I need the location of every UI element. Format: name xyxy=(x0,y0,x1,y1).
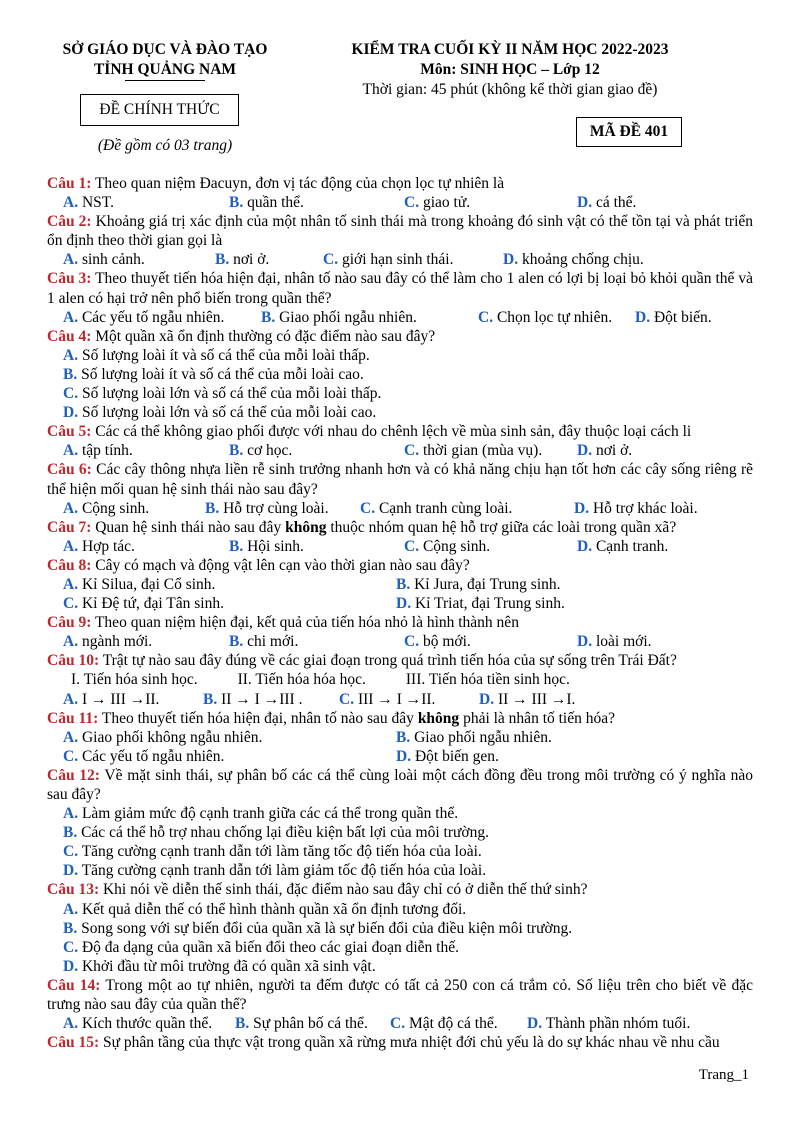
question-text: Sự phân tầng của thực vật trong quần xã rừng mưa nhiệt đới chủ yếu là do sự khác nhau về nhu cầu xyxy=(102,1034,720,1052)
question-block xyxy=(47,422,753,460)
option-letter: B. xyxy=(229,633,244,651)
option-letter: C. xyxy=(63,595,79,613)
option-letter: C. xyxy=(63,938,79,956)
option-letter: A. xyxy=(63,251,79,269)
option-letter: A. xyxy=(63,308,79,326)
option-letter: D. xyxy=(63,957,79,975)
option-letter: D. xyxy=(527,1015,543,1033)
question-number: Câu 12: xyxy=(47,766,100,784)
answer-option[interactable] xyxy=(396,747,729,766)
option-letter: B. xyxy=(229,194,244,212)
option-letter: C. xyxy=(360,499,376,517)
answer-option[interactable] xyxy=(63,747,396,766)
answer-option[interactable] xyxy=(503,250,723,269)
option-text: NST. xyxy=(81,194,114,212)
official-label: ĐỀ CHÍNH THỨC xyxy=(80,94,239,126)
answer-option[interactable] xyxy=(404,193,577,212)
question-block xyxy=(47,174,753,212)
exam-title: KIỂM TRA CUỐI KỲ II NĂM HỌC 2022-2023 xyxy=(351,41,669,58)
option-letter: D. xyxy=(63,862,79,880)
answer-option[interactable] xyxy=(229,193,404,212)
answer-option[interactable] xyxy=(63,575,396,594)
roman-statement: I. Tiến hóa sinh học. xyxy=(71,671,198,689)
option-letter: D. xyxy=(577,194,593,212)
answer-option[interactable] xyxy=(63,632,229,651)
answer-option[interactable] xyxy=(404,632,577,651)
answer-option[interactable] xyxy=(63,193,229,212)
option-text: Kỉ Silua, đại Cổ sinh. xyxy=(81,575,216,593)
answer-option[interactable] xyxy=(323,250,503,269)
question-number: Câu 2: xyxy=(47,213,92,231)
roman-statements xyxy=(47,670,753,689)
question-stem xyxy=(47,613,753,632)
answer-option[interactable] xyxy=(205,499,360,518)
question-text: Theo thuyết tiến hóa hiện đại, nhân tố nào sau đây xyxy=(101,709,418,727)
exam-subject: Môn: SINH HỌC – Lớp 12 xyxy=(420,61,600,78)
option-letter: B. xyxy=(203,690,218,708)
option-letter: C. xyxy=(404,633,420,651)
option-text: Số lượng loài lớn và số cá thể của mỗi loài thấp. xyxy=(81,385,382,403)
option-letter: C. xyxy=(63,385,79,403)
option-letter: B. xyxy=(235,1015,250,1033)
answer-option[interactable] xyxy=(47,365,753,384)
option-letter: C. xyxy=(404,442,420,460)
question-stem xyxy=(47,327,753,346)
option-letter: A. xyxy=(63,690,79,708)
option-letter: A. xyxy=(63,805,79,823)
option-letter: A. xyxy=(63,633,79,651)
answer-options xyxy=(47,308,753,327)
option-letter: B. xyxy=(396,575,411,593)
option-letter: C. xyxy=(63,747,79,765)
option-letter: C. xyxy=(323,251,339,269)
answer-option[interactable] xyxy=(63,728,396,747)
option-letter: A. xyxy=(63,900,79,918)
answer-option[interactable] xyxy=(577,632,737,651)
option-letter: B. xyxy=(63,365,78,383)
question-text: Theo quan niệm Đacuyn, đơn vị tác động của chọn lọc tự nhiên là xyxy=(94,175,505,192)
option-text: nơi ở. xyxy=(233,251,270,269)
question-text: Trong một ao tự nhiên, người ta đếm được có tất cả 250 con cá trắm cỏ. Số liệu trên cho biết về đặc trưng nào sau đây của quần thể? xyxy=(47,976,753,1014)
option-letter: A. xyxy=(63,499,79,517)
answer-options xyxy=(47,728,753,747)
answer-options xyxy=(47,441,753,460)
option-letter: A. xyxy=(63,728,79,746)
answer-option[interactable] xyxy=(229,632,404,651)
answer-option[interactable] xyxy=(577,441,737,460)
option-text: Làm giảm mức độ cạnh tranh giữa các cá thể trong quần thể. xyxy=(81,805,459,823)
option-text: Khởi đầu từ môi trường đã có quần xã sinh vật. xyxy=(81,957,376,975)
option-text: Các yếu tố ngẫu nhiên. xyxy=(81,747,225,765)
answer-option[interactable] xyxy=(577,537,737,556)
question-text: Các cây thông nhựa liền rễ sinh trưởng nhanh hơn và có khả năng chịu hạn tốt hơn các cây sống riêng rẽ thể hiện mối quan hệ sinh thái nào sau đây? xyxy=(47,461,754,498)
option-text: Đột biến. xyxy=(653,308,712,326)
option-text: loài mới. xyxy=(595,633,652,651)
question-stem xyxy=(47,269,753,307)
answer-option[interactable] xyxy=(527,1014,727,1033)
answer-option[interactable] xyxy=(63,441,229,460)
answer-option[interactable] xyxy=(635,308,735,327)
question-text: Cây có mạch và động vật lên cạn vào thời gian nào sau đây? xyxy=(95,556,470,574)
option-letter: B. xyxy=(396,728,411,746)
roman-statement: III. Tiến hóa tiền sinh học. xyxy=(405,671,570,689)
option-letter: B. xyxy=(205,499,220,517)
header-underline xyxy=(125,80,205,81)
option-letter: C. xyxy=(404,194,420,212)
question-text: Trật tự nào sau đây đúng về các giai đoạn trong quá trình tiến hóa của sự sống trên Trái Đất? xyxy=(102,652,677,670)
answer-option[interactable] xyxy=(47,957,753,976)
question-block xyxy=(47,518,753,556)
option-text: Sự phân bố cá thể. xyxy=(253,1015,368,1033)
roman-statement: II. Tiến hóa hóa học. xyxy=(237,671,366,689)
option-letter: D. xyxy=(574,499,590,517)
answer-options xyxy=(47,193,753,212)
option-text: Số lượng loài ít và số cá thể của mỗi loài thấp. xyxy=(81,346,370,364)
option-letter: D. xyxy=(396,595,412,613)
answer-option[interactable] xyxy=(396,594,729,613)
question-text: Khoảng giá trị xác định của một nhân tố sinh thái mà trong khoảng đó sinh vật có thể tồn tại và phát triển ổn định theo thời gian gọi là xyxy=(47,213,754,250)
answer-options xyxy=(47,747,753,766)
option-text: Số lượng loài ít và số cá thể của mỗi loài cao. xyxy=(81,365,364,383)
answer-option[interactable] xyxy=(203,690,339,709)
answer-option[interactable] xyxy=(63,537,229,556)
option-text: thời gian (mùa vụ). xyxy=(422,442,543,460)
question-stem xyxy=(47,556,753,575)
answer-option[interactable] xyxy=(47,403,753,422)
question-block xyxy=(47,1033,753,1052)
option-text: Kỉ Jura, đại Trung sinh. xyxy=(414,575,561,593)
answer-option[interactable] xyxy=(404,441,577,460)
exam-header xyxy=(320,40,700,100)
answer-options xyxy=(47,632,753,651)
page-footer: Trang_1 xyxy=(698,1067,749,1083)
question-block xyxy=(47,212,753,269)
option-text: cơ học. xyxy=(247,442,293,460)
question-number: Câu 9: xyxy=(47,614,92,632)
option-text: chi mới. xyxy=(247,633,299,651)
question-text: Khi nói về diễn thế sinh thái, đặc điểm nào sau đây chỉ có ở diễn thế thứ sinh? xyxy=(102,881,588,899)
answer-option[interactable] xyxy=(229,537,404,556)
question-stem xyxy=(47,518,753,537)
option-text: II → I →III . xyxy=(221,690,303,708)
question-stem xyxy=(47,460,753,498)
option-text: khoảng chống chịu. xyxy=(521,251,644,269)
question-number: Câu 14: xyxy=(47,976,101,994)
option-text: quần thể. xyxy=(247,194,304,212)
answer-option[interactable] xyxy=(47,384,753,403)
question-stem xyxy=(47,651,753,670)
question-number: Câu 3: xyxy=(47,270,92,288)
answer-option[interactable] xyxy=(404,537,577,556)
question-stem xyxy=(47,709,753,728)
answer-option[interactable] xyxy=(47,861,753,880)
answer-options xyxy=(47,690,753,709)
question-number: Câu 6: xyxy=(47,461,92,479)
answer-option[interactable] xyxy=(63,594,396,613)
option-letter: A. xyxy=(63,194,79,212)
question-block xyxy=(47,269,753,326)
answer-option[interactable] xyxy=(261,308,478,327)
option-letter: B. xyxy=(229,442,244,460)
question-text: Quan hệ sinh thái nào sau đây xyxy=(95,518,286,536)
answer-options xyxy=(47,499,753,518)
answer-option[interactable] xyxy=(47,804,753,823)
answer-option[interactable] xyxy=(47,919,753,938)
option-text: Cạnh tranh cùng loài. xyxy=(378,499,513,517)
option-letter: D. xyxy=(479,690,495,708)
option-text: III → I →II. xyxy=(357,690,436,708)
answer-options xyxy=(47,804,753,880)
question-text: Theo thuyết tiến hóa hiện đại, nhân tố nào sau đây có thể làm cho 1 alen có lợi bị loại bỏ khỏi quần thể và 1 alen có hại trở nên phổ biến trong quần thể? xyxy=(47,270,753,307)
option-text: Các yếu tố ngẫu nhiên. xyxy=(81,308,225,326)
question-number: Câu 13: xyxy=(47,881,100,899)
option-letter: D. xyxy=(503,251,519,269)
question-number: Câu 7: xyxy=(47,518,92,536)
question-block xyxy=(47,556,753,613)
question-text: Một quần xã ổn định thường có đặc điểm nào sau đây? xyxy=(95,327,436,345)
question-number: Câu 15: xyxy=(47,1034,100,1052)
province-name: TỈNH QUẢNG NAM xyxy=(93,61,237,78)
question-number: Câu 5: xyxy=(47,423,92,441)
department-name: SỞ GIÁO DỤC VÀ ĐÀO TẠO xyxy=(62,41,268,58)
option-letter: B. xyxy=(63,919,78,937)
option-letter: D. xyxy=(577,442,593,460)
question-block xyxy=(47,651,753,708)
option-letter: C. xyxy=(478,308,494,326)
question-block xyxy=(47,613,753,651)
answer-option[interactable] xyxy=(47,346,753,365)
answer-option[interactable] xyxy=(390,1014,527,1033)
option-text: giao tử. xyxy=(422,194,471,212)
answer-option[interactable] xyxy=(47,900,753,919)
question-text: thuộc nhóm quan hệ hỗ trợ giữa các loài trong quần xã? xyxy=(326,518,677,536)
option-letter: C. xyxy=(63,843,79,861)
option-text: ngành mới. xyxy=(81,633,153,651)
option-letter: A. xyxy=(63,346,79,364)
question-block xyxy=(47,766,753,881)
option-text: Mật độ cá thể. xyxy=(408,1015,498,1033)
option-text: Hội sinh. xyxy=(247,537,304,555)
option-letter: B. xyxy=(261,308,276,326)
option-text: Chọn lọc tự nhiên. xyxy=(496,308,613,326)
answer-options xyxy=(47,900,753,976)
question-block xyxy=(47,976,753,1033)
answer-option[interactable] xyxy=(396,728,729,747)
school-header xyxy=(40,40,290,81)
question-text-bold: không xyxy=(417,709,460,727)
answer-option[interactable] xyxy=(63,690,203,709)
option-text: tập tính. xyxy=(81,442,133,460)
answer-option[interactable] xyxy=(479,690,639,709)
option-letter: B. xyxy=(215,251,230,269)
answer-options xyxy=(47,537,753,556)
question-block xyxy=(47,709,753,766)
question-stem xyxy=(47,1033,753,1052)
option-text: I → III →II. xyxy=(81,690,160,708)
exam-time: Thời gian: 45 phút (không kể thời gian giao đề) xyxy=(362,81,658,98)
question-stem xyxy=(47,880,753,899)
option-letter: A. xyxy=(63,442,79,460)
answer-option[interactable] xyxy=(63,250,215,269)
option-text: Hợp tác. xyxy=(81,537,135,555)
option-text: Kết quả diễn thế có thể hình thành quần xã ổn định tương đối. xyxy=(81,900,467,918)
option-text: Giao phối không ngẫu nhiên. xyxy=(81,728,263,746)
option-text: sinh cảnh. xyxy=(81,251,145,269)
question-block xyxy=(47,880,753,975)
answer-options xyxy=(47,1014,753,1033)
option-text: Hỗ trợ cùng loài. xyxy=(223,499,329,517)
answer-option[interactable] xyxy=(577,193,737,212)
answer-option[interactable] xyxy=(229,441,404,460)
question-number: Câu 1: xyxy=(47,175,92,192)
answer-options xyxy=(47,575,753,594)
answer-option[interactable] xyxy=(574,499,734,518)
option-letter: D. xyxy=(63,404,79,422)
option-letter: C. xyxy=(404,537,420,555)
option-letter: A. xyxy=(63,575,79,593)
question-number: Câu 11: xyxy=(47,709,99,727)
answer-option[interactable] xyxy=(339,690,479,709)
answer-option[interactable] xyxy=(396,575,729,594)
question-text: phải là nhân tố tiến hóa? xyxy=(459,709,615,727)
option-text: Thành phần nhóm tuổi. xyxy=(545,1015,691,1033)
question-stem xyxy=(47,766,753,804)
option-text: Đột biến gen. xyxy=(414,747,499,765)
option-text: giới hạn sinh thái. xyxy=(341,251,454,269)
answer-option[interactable] xyxy=(478,308,635,327)
option-text: II → III →I. xyxy=(497,690,576,708)
option-text: Tăng cường cạnh tranh dẫn tới làm tăng tốc độ tiến hóa của loài. xyxy=(81,843,482,861)
option-letter: D. xyxy=(396,747,412,765)
answer-option[interactable] xyxy=(215,250,323,269)
option-letter: B. xyxy=(229,537,244,555)
option-letter: A. xyxy=(63,1015,79,1033)
exam-code: MÃ ĐỀ 401 xyxy=(576,117,682,147)
question-number: Câu 4: xyxy=(47,327,92,345)
option-letter: D. xyxy=(577,633,593,651)
answer-option[interactable] xyxy=(63,1014,235,1033)
option-letter: C. xyxy=(339,690,355,708)
option-letter: A. xyxy=(63,537,79,555)
answer-options xyxy=(47,346,753,422)
answer-option[interactable] xyxy=(63,499,205,518)
option-text: Cộng sinh. xyxy=(81,499,150,517)
option-text: Kỉ Triat, đại Trung sinh. xyxy=(414,595,565,613)
question-text: Theo quan niệm hiện đại, kết quả của tiến hóa nhỏ là hình thành nên xyxy=(94,614,519,632)
question-block xyxy=(47,327,753,422)
question-stem xyxy=(47,174,753,193)
pages-note: (Đề gồm có 03 trang) xyxy=(97,137,233,154)
option-text: bộ mới. xyxy=(422,633,471,651)
question-stem xyxy=(47,212,753,250)
option-text: Hỗ trợ khác loài. xyxy=(592,499,698,517)
answer-option[interactable] xyxy=(47,823,753,842)
question-text-bold: không xyxy=(285,518,327,536)
option-text: Giao phối ngẫu nhiên. xyxy=(279,308,417,326)
option-letter: D. xyxy=(577,537,593,555)
option-text: Giao phối ngẫu nhiên. xyxy=(414,728,552,746)
answer-option[interactable] xyxy=(63,308,261,327)
answer-option[interactable] xyxy=(235,1014,390,1033)
option-text: Kỉ Đệ tứ, đại Tân sinh. xyxy=(81,595,224,613)
option-letter: B. xyxy=(63,824,78,842)
question-text: Các cá thể không giao phối được với nhau do chênh lệch về mùa sinh sản, đây thuộc loại cách li xyxy=(95,423,692,441)
option-text: nơi ở. xyxy=(595,442,633,460)
question-list xyxy=(47,174,753,1052)
option-text: Song song với sự biến đổi của quần xã là sự biến đổi của điều kiện môi trường. xyxy=(81,919,573,937)
option-text: Số lượng loài lớn và số cá thể của mỗi loài cao. xyxy=(81,404,377,422)
option-text: Cạnh tranh. xyxy=(595,537,669,555)
answer-option[interactable] xyxy=(47,842,753,861)
option-text: Các cá thể hỗ trợ nhau chống lại điều kiện bất lợi của môi trường. xyxy=(81,824,489,842)
question-number: Câu 8: xyxy=(47,556,92,574)
option-text: Độ đa dạng của quần xã biến đổi theo các giai đoạn diễn thế. xyxy=(81,938,459,956)
question-block xyxy=(47,460,753,517)
answer-options xyxy=(47,250,753,269)
option-letter: C. xyxy=(390,1015,406,1033)
option-text: Kích thước quần thể. xyxy=(81,1015,213,1033)
answer-option[interactable] xyxy=(47,938,753,957)
option-letter: D. xyxy=(635,308,651,326)
option-text: cá thể. xyxy=(595,194,637,212)
option-text: Cộng sinh. xyxy=(422,537,491,555)
answer-options xyxy=(47,594,753,613)
question-text: Về mặt sinh thái, sự phân bố các cá thể cùng loài một cách đồng đều trong môi trường có ý nghĩa nào sau đây? xyxy=(47,766,753,803)
question-stem xyxy=(47,976,753,1014)
answer-option[interactable] xyxy=(360,499,574,518)
option-text: Tăng cường cạnh tranh dẫn tới làm giảm tốc độ tiến hóa của loài. xyxy=(81,862,487,880)
question-number: Câu 10: xyxy=(47,652,100,670)
question-stem xyxy=(47,422,753,441)
